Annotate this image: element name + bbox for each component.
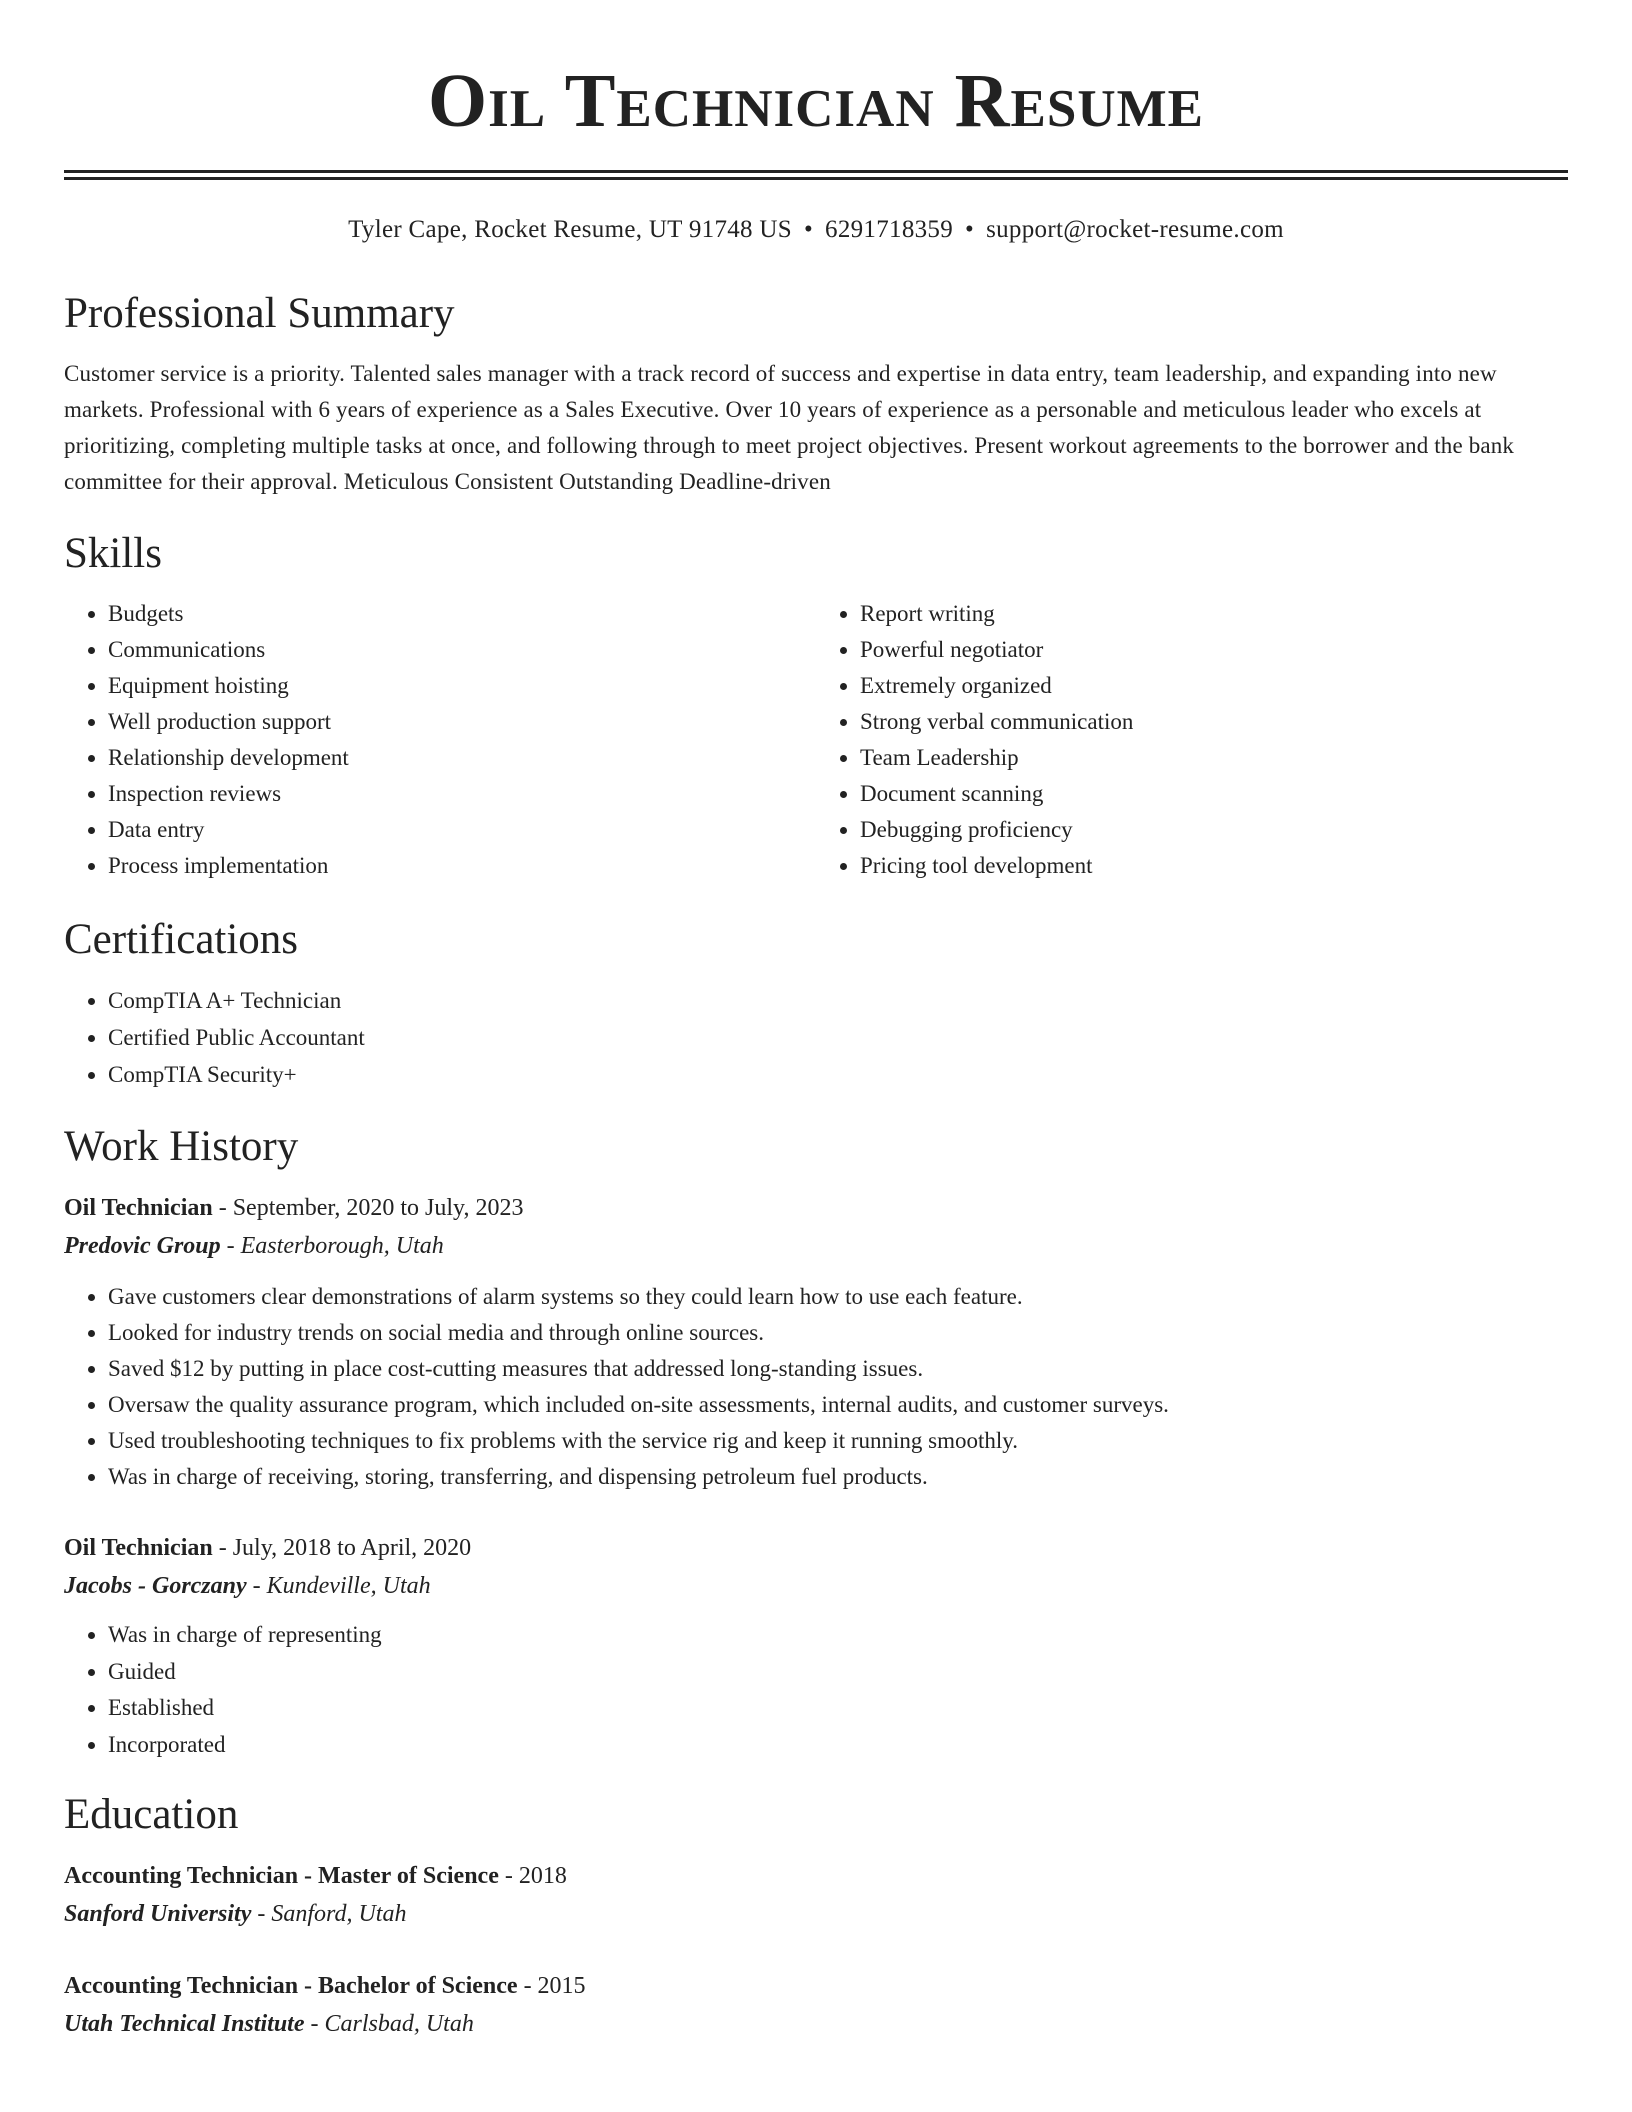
skill-item: • Process implementation <box>108 848 816 884</box>
job-company: Jacobs - Gorczany <box>64 1573 247 1599</box>
job-bullet: • Saved $12 by putting in place cost-cutting measures that addressed long-standing issues. <box>108 1351 1568 1387</box>
job-company-line <box>64 1567 1568 1605</box>
section-heading-certifications: Certifications <box>64 916 299 963</box>
job-bullet: • Incorporated <box>108 1727 1568 1764</box>
certification-item: • CompTIA Security+ <box>108 1056 1568 1093</box>
skill-item: • Equipment hoisting <box>108 668 816 704</box>
skill-item: • Powerful negotiator <box>860 632 1568 668</box>
job-location: - Kundeville, Utah <box>246 1573 431 1599</box>
job-bullet: • Guided <box>108 1654 1568 1691</box>
job-entry <box>64 1529 1568 1763</box>
education-school: Utah Technical Institute <box>64 2011 305 2037</box>
contact-separator: • <box>965 216 975 243</box>
job-title: Oil Technician <box>64 1195 213 1221</box>
job-bullet: • Was in charge of receiving, storing, transferring, and dispensing petroleum fuel products. <box>108 1459 1568 1495</box>
job-bullet: • Was in charge of representing <box>108 1617 1568 1654</box>
certification-item: • CompTIA A+ Technician <box>108 982 1568 1019</box>
skill-item: • Report writing <box>860 596 1568 632</box>
skill-item: • Data entry <box>108 812 816 848</box>
education-school: Sanford University <box>64 1901 252 1927</box>
job-bullet: • Gave customers clear demonstrations of alarm systems so they could learn how to use each feature. <box>108 1279 1568 1315</box>
education-school-line <box>64 1895 1568 1933</box>
job-bullets <box>64 1279 1568 1495</box>
job-entry <box>64 1189 1568 1495</box>
job-bullet: • Used troubleshooting techniques to fix problems with the service rig and keep it running smoothly. <box>108 1423 1568 1459</box>
job-company: Predovic Group <box>64 1233 221 1259</box>
job-bullets <box>64 1617 1568 1763</box>
section-heading-summary: Professional Summary <box>64 290 455 337</box>
education-entry <box>64 1857 1568 1933</box>
job-title: Oil Technician <box>64 1535 213 1561</box>
contact-separator: • <box>803 216 814 243</box>
education-year: - 2015 <box>517 1973 586 1999</box>
skills-column-left <box>64 596 816 884</box>
skill-item: • Extremely organized <box>860 668 1568 704</box>
skill-item: • Well production support <box>108 704 816 740</box>
job-company-line <box>64 1227 1568 1265</box>
education-degree-line <box>64 1857 1568 1895</box>
page-title: Oil Technician Resume <box>428 59 1204 143</box>
education-year: - 2018 <box>498 1863 567 1889</box>
certifications-list <box>64 982 1568 1093</box>
skill-item: • Inspection reviews <box>108 776 816 812</box>
job-location: - Easterborough, Utah <box>220 1233 444 1259</box>
education-location: - Sanford, Utah <box>251 1901 407 1927</box>
section-heading-skills: Skills <box>64 530 162 577</box>
skill-item: • Team Leadership <box>860 740 1568 776</box>
job-bullet: • Established <box>108 1690 1568 1727</box>
job-bullet: • Looked for industry trends on social media and through online sources. <box>108 1315 1568 1351</box>
job-title-line <box>64 1189 1568 1227</box>
education-entry <box>64 1967 1568 2043</box>
job-title-line <box>64 1529 1568 1567</box>
job-dates: - July, 2018 to April, 2020 <box>212 1535 472 1561</box>
section-heading-work-history: Work History <box>64 1123 299 1170</box>
education-degree-line <box>64 1967 1568 2005</box>
skill-item: • Budgets <box>108 596 816 632</box>
title-divider <box>64 170 1568 180</box>
education-degree: Accounting Technician - Master of Science <box>64 1863 499 1889</box>
skill-item: • Communications <box>108 632 816 668</box>
contact-line <box>64 214 1568 246</box>
education-degree: Accounting Technician - Bachelor of Science <box>64 1973 518 1999</box>
skills-column-right <box>816 596 1568 884</box>
skill-item: • Pricing tool development <box>860 848 1568 884</box>
contact-email[interactable]: support@rocket-resume.com <box>986 216 1284 243</box>
section-heading-education: Education <box>64 1791 239 1838</box>
skill-item: • Debugging proficiency <box>860 812 1568 848</box>
contact-phone: 6291718359 <box>825 216 954 243</box>
certification-item: • Certified Public Accountant <box>108 1019 1568 1056</box>
skill-item: • Document scanning <box>860 776 1568 812</box>
contact-address: Tyler Cape, Rocket Resume, UT 91748 US <box>348 216 792 243</box>
education-location: - Carlsbad, Utah <box>304 2011 474 2037</box>
job-bullet: • Oversaw the quality assurance program, which included on-site assessments, internal audits, and customer surveys. <box>108 1387 1568 1423</box>
skill-item: • Relationship development <box>108 740 816 776</box>
skill-item: • Strong verbal communication <box>860 704 1568 740</box>
job-dates: - September, 2020 to July, 2023 <box>212 1195 524 1221</box>
summary-text: Customer service is a priority. Talented sales manager with a track record of success and expertise in data entry, team leadership, and expanding into new markets. Professional with 6 years of experience as a Sales Executive. Over 10 years of experience as a personable and meticulous leader who excels at prioritizing, completing multiple tasks at once, and following through to meet project objectives. Present workout agreements to the borrower and the bank committee for their approval. Meticulous Consistent Outstanding Deadline-driven <box>64 361 1515 494</box>
education-school-line <box>64 2005 1568 2043</box>
skills-list <box>64 596 1568 884</box>
